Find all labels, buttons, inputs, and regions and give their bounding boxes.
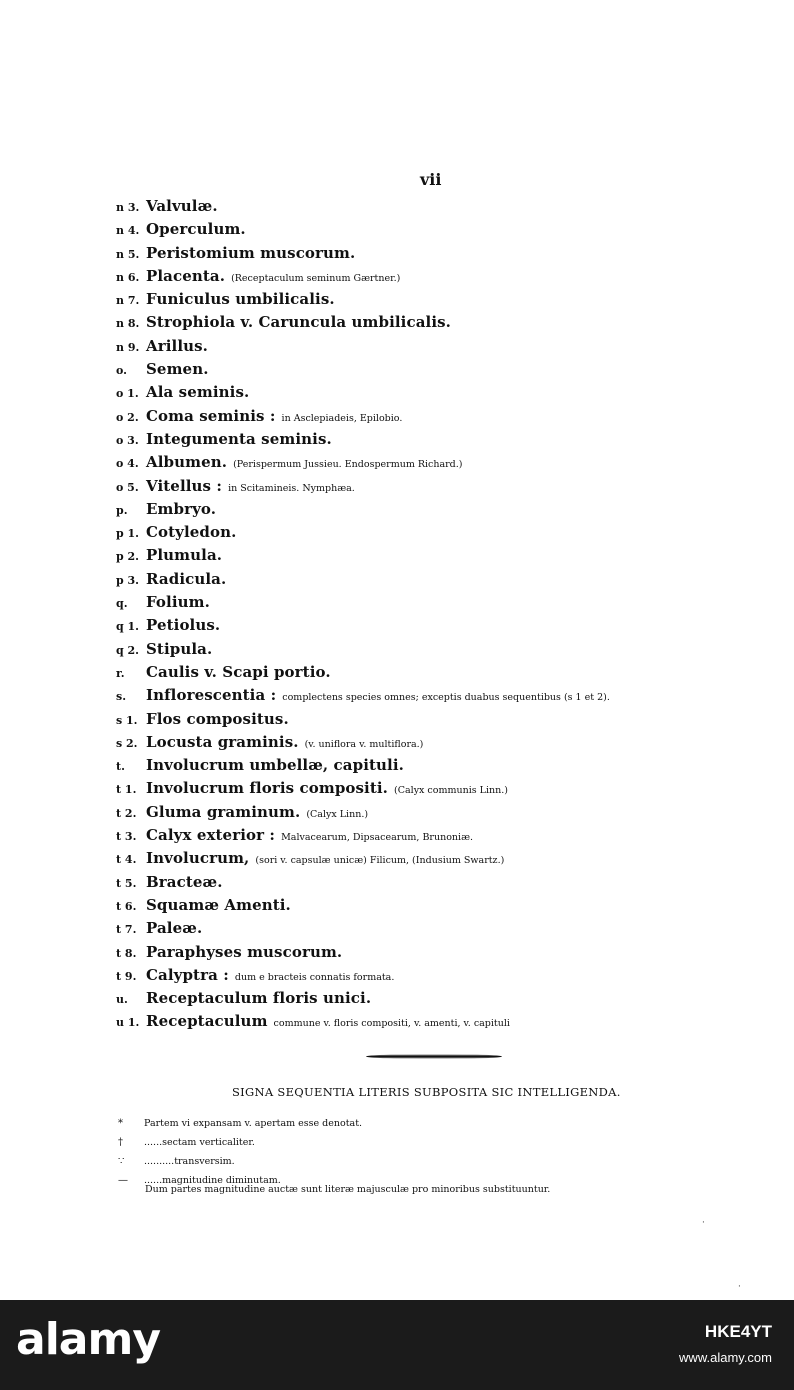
entry-term: Flos compositus. [146,709,289,728]
entry-code: n 8. [116,317,140,331]
term-entry [116,242,756,265]
entry-note: dum e bracteis connatis formata. [234,971,395,983]
term-entry [116,544,756,567]
entry-note: (v. uniflora v. multiflora.) [304,738,424,750]
entry-code: p 3. [116,573,140,587]
entry-code: o 5. [116,480,139,494]
legend-text: ......magnitudine diminutam. [144,1175,281,1186]
term-entry [116,708,756,731]
entry-term: Inflorescentia : [146,686,277,705]
entry-term: Albumen. [146,453,228,472]
term-entry [116,568,756,591]
entry-term: Peristomium muscorum. [146,243,356,262]
term-entry [116,684,756,707]
term-entry [116,591,756,614]
legend-item [118,1114,638,1133]
entry-code: o 3. [116,433,139,447]
entry-term: Locusta graminis. [146,732,299,751]
entry-code: s 2. [116,736,138,750]
alamy-logo: alamy [16,1314,160,1365]
term-entry [116,475,756,498]
term-entry [116,498,756,521]
entry-note: in Asclepiadeis, Epilobio. [281,412,403,424]
term-entry [116,358,756,381]
entry-term: Receptaculum floris unici. [146,989,372,1008]
term-entry [116,777,756,800]
term-entry [116,894,756,917]
entry-term: Caulis v. Scapi portio. [146,662,331,681]
entry-note: (Calyx Linn.) [306,808,369,820]
entry-code: t 3. [116,830,137,844]
term-entry [116,521,756,544]
entry-code: n 7. [116,294,140,308]
entry-term: Petiolus. [146,616,221,635]
entry-code: p. [116,503,128,517]
term-entry [116,311,756,334]
legend-text: ..........transversim. [144,1156,235,1167]
entry-code: q. [116,597,128,611]
entry-note: Malvacearum, Dipsacearum, Brunoniæ. [281,832,474,844]
term-entry [116,218,756,241]
entry-term: Ala seminis. [146,383,250,402]
entry-term: Embryo. [146,499,217,518]
entry-note: complectens species omnes; exceptis duabus sequentibus (s 1 et 2). [282,692,610,704]
entry-term: Paraphyses muscorum. [146,942,343,961]
entry-code: n 6. [116,270,140,284]
entry-term: Receptaculum [146,1012,268,1031]
term-entry [116,1010,756,1033]
entry-term: Calyptra : [146,965,229,984]
entry-code: n 9. [116,340,140,354]
entry-term: Semen. [146,360,209,379]
entry-term: Stipula. [146,639,213,658]
entry-code: o 1. [116,387,139,401]
legend-symbol: † [118,1137,123,1148]
entry-term: Integumenta seminis. [146,429,332,448]
entry-term: Paleæ. [146,919,203,938]
entry-term: Involucrum umbellæ, capituli. [146,756,404,775]
entry-term: Vitellus : [146,476,223,495]
entry-code: n 3. [116,201,140,214]
entry-term: Bracteæ. [146,872,223,891]
section-title: SIGNA SEQUENTIA LITERIS SUBPOSITA SIC INTELLIGENDA. [232,1085,621,1099]
entry-term: Involucrum, [146,849,250,868]
entry-code: t. [116,760,125,774]
legend-symbol: * [118,1118,123,1129]
entry-note: (Perispermum Jussieu. Endospermum Richard.) [233,459,463,471]
entry-term: Valvulæ. [146,197,218,215]
term-entry [116,381,756,404]
entry-term: Coma seminis : [146,406,276,425]
site-url: www.alamy.com [679,1350,772,1365]
term-entry [116,614,756,637]
term-entry [116,871,756,894]
entry-code: t 2. [116,806,137,820]
entry-code: u 1. [116,1016,140,1030]
entry-code: p 2. [116,550,140,564]
entry-code: n 5. [116,247,140,261]
entry-code: s. [116,690,127,704]
entry-code: o. [116,364,127,378]
entry-term: Folium. [146,593,210,612]
entry-term: Arillus. [146,336,209,355]
entry-term: Cotyledon. [146,523,237,542]
scan-speck: · [738,1282,741,1292]
term-entry [116,731,756,754]
entry-code: u. [116,993,128,1007]
entry-note: (sori v. capsulæ unicæ) Filicum, (Indusium Swartz.) [255,855,505,867]
term-entry [116,941,756,964]
term-entry [116,754,756,777]
term-entry [116,405,756,428]
term-entry [116,801,756,824]
term-entry [116,451,756,474]
entry-term: Gluma graminum. [146,802,301,821]
entry-term: Operculum. [146,220,246,239]
entry-code: o 2. [116,410,139,424]
term-entry [116,824,756,847]
entry-code: q 2. [116,643,140,657]
entry-term: Calyx exterior : [146,826,276,845]
entry-term: Strophiola v. Caruncula umbilicalis. [146,313,451,332]
legend-symbol: ∵ [118,1156,125,1167]
term-entry [116,288,756,311]
entry-term: Involucrum floris compositi. [146,779,389,798]
entry-note: in Scitamineis. Nymphæa. [228,482,355,494]
entry-term: Placenta. [146,266,226,285]
entry-code: o 4. [116,457,139,471]
entry-code: q 1. [116,620,140,634]
entry-code: n 4. [116,224,140,238]
entry-note: (Calyx communis Linn.) [394,785,508,797]
term-entry [116,964,756,987]
entry-code: s 1. [116,713,138,727]
legend-list [118,1114,638,1190]
scan-speck: · [702,1218,705,1228]
entry-code: t 5. [116,876,137,890]
entry-code: t 9. [116,969,137,983]
entry-term: Plumula. [146,546,223,565]
legend-item [118,1152,638,1171]
term-list [116,195,756,1034]
term-entry [116,917,756,940]
image-id: HKE4YT [704,1322,772,1341]
entry-code: r. [116,666,125,680]
term-entry [116,335,756,358]
entry-code: t 8. [116,946,137,960]
entry-term: Squamæ Amenti. [146,895,291,914]
final-note: Dum partes magnitudine auctæ sunt literæ majusculæ pro minoribus substituuntur. [145,1184,551,1195]
entry-code: t 4. [116,853,137,867]
term-entry [116,638,756,661]
entry-term: Radicula. [146,569,227,588]
entry-term: Funiculus umbilicalis. [146,290,335,309]
legend-text: ......sectam verticaliter. [144,1137,255,1148]
entry-code: t 7. [116,923,137,937]
entry-note: commune v. floris compositi, v. amenti, v. capituli [273,1018,510,1030]
term-entry [116,195,756,218]
legend-symbol: — [118,1175,128,1186]
entry-code: t 6. [116,899,137,913]
term-entry [116,987,756,1010]
term-entry [116,265,756,288]
entry-code: p 1. [116,527,140,541]
entry-note: (Receptaculum seminum Gærtner.) [231,272,401,284]
term-entry [116,661,756,684]
term-entry [116,428,756,451]
term-entry [116,847,756,870]
legend-item [118,1133,638,1152]
page-number: vii [420,170,442,189]
legend-text: Partem vi expansam v. apertam esse denotat. [144,1118,363,1129]
decorative-rule [366,1054,502,1059]
entry-code: t 1. [116,783,137,797]
